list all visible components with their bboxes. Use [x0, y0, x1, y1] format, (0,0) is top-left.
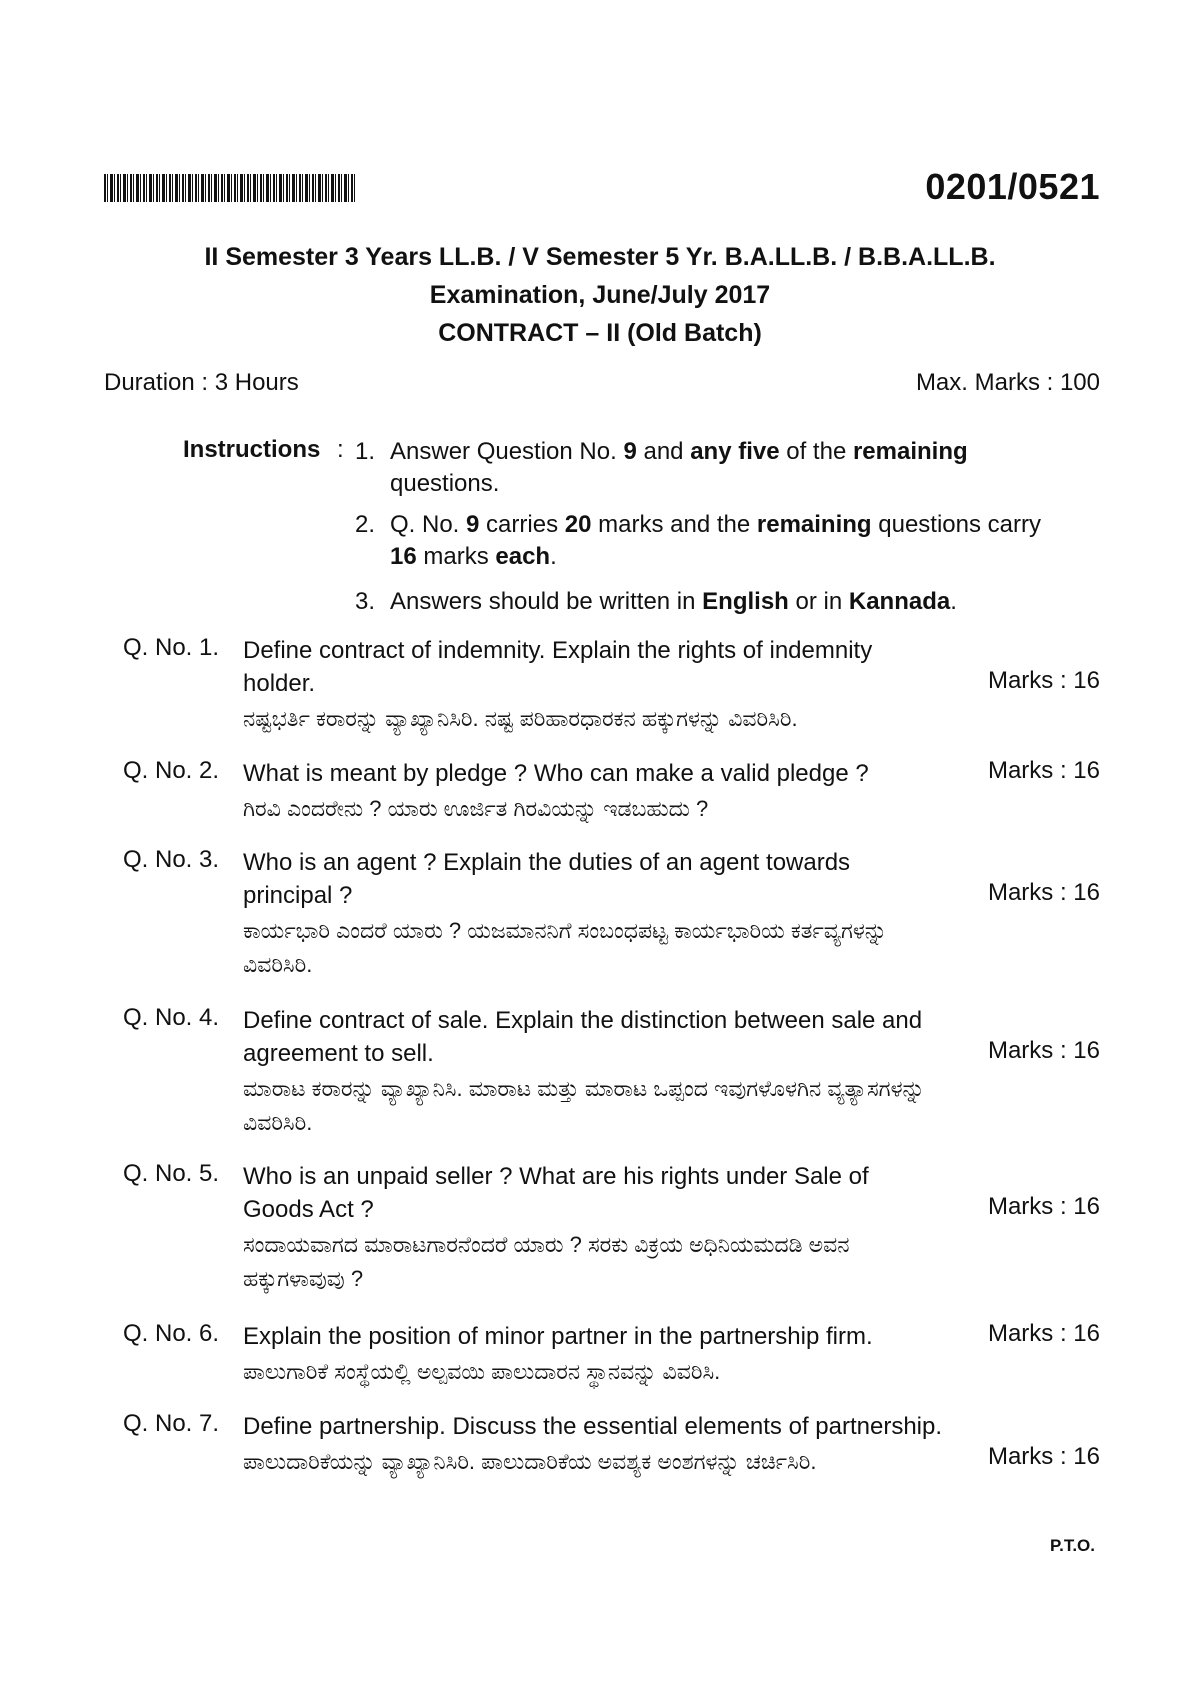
question-marks: Marks : 16 [987, 667, 1100, 694]
question-number: Q. No. 7. [123, 1410, 220, 1437]
question-kannada: ಸಂದಾಯವಾಗದ ಮಾರಾಟಗಾರನೆಂದರೆ ಯಾರು ? ಸರಕು ವಿಕ್ರಯ ಅಧಿನಿಯಮದಡಿ ಅವನ ಹಕ್ಕುಗಳಾವುವು ? [243, 1232, 850, 1291]
question-english: Define partnership. Discuss the essential elements of partnership. [243, 1413, 943, 1440]
question-kannada: ಪಾಲುದಾರಿಕೆಯನ್ನು ವ್ಯಾಖ್ಯಾನಿಸಿರಿ. ಪಾಲುದಾರಿಕೆಯ ಅವಶ್ಯಕ ಅಂಶಗಳನ್ನು ಚರ್ಚಿಸಿರಿ. [243, 1449, 817, 1474]
question-kannada: ಮಾರಾಟ ಕರಾರನ್ನು ವ್ಯಾಖ್ಯಾನಿಸಿ. ಮಾರಾಟ ಮತ್ತು ಮಾರಾಟ ಒಪ್ಪಂದ ಇವುಗಳೊಳಗಿನ ವ್ಯತ್ಯಾಸಗಳನ್ನು ವಿವರಿಸಿರಿ. [243, 1076, 925, 1135]
question-english: Define contract of indemnity. Explain the rights of indemnity holder. [243, 637, 873, 697]
question-marks: Marks : 16 [987, 1320, 1100, 1347]
paper-code: 0201/0521 [925, 166, 1100, 207]
max-marks: Max. Marks : 100 [915, 369, 1100, 396]
question-english: Who is an unpaid seller ? What are his rights under Sale of Goods Act ? [243, 1163, 869, 1223]
question-text [243, 757, 943, 826]
question-marks: Marks : 16 [987, 757, 1100, 784]
question-kannada: ಗಿರವಿ ಎಂದರೇನು ? ಯಾರು ಊರ್ಜಿತ ಗಿರವಿಯನ್ನು ಇಡಬಹುದು ? [243, 796, 709, 821]
exam-session: Examination, June/July 2017 [429, 281, 771, 309]
instruction-text: Q. No. 9 carries 20 marks and the remaining questions carry 16 marks each. [390, 511, 1041, 570]
question-text [243, 1004, 943, 1140]
course-title: II Semester 3 Years LL.B. / V Semester 5 Yr. B.A.LL.B. / B.B.A.LL.B. [204, 243, 996, 271]
instruction-number: 3. [355, 588, 376, 615]
question-text [243, 1160, 943, 1296]
instruction-number: 2. [355, 511, 376, 538]
question-marks: Marks : 16 [987, 1443, 1100, 1470]
question-number: Q. No. 6. [123, 1320, 220, 1347]
question-number: Q. No. 4. [123, 1004, 220, 1031]
question-kannada: ಪಾಲುಗಾರಿಕೆ ಸಂಸ್ಥೆಯಲ್ಲಿ ಅಲ್ಪವಯಿ ಪಾಲುದಾರನ ಸ್ಥಾನವನ್ನು ವಿವರಿಸಿ. [243, 1359, 721, 1384]
question-kannada: ಕಾರ್ಯಭಾರಿ ಎಂದರೆ ಯಾರು ? ಯಜಮಾನನಿಗೆ ಸಂಬಂಧಪಟ್ಟ ಕಾರ್ಯಭಾರಿಯ ಕರ್ತವ್ಯಗಳನ್ನು ವಿವರಿಸಿರಿ. [243, 918, 887, 977]
pto-label: P.T.O. [1049, 1536, 1095, 1555]
question-marks: Marks : 16 [987, 879, 1100, 906]
question-marks: Marks : 16 [987, 1037, 1100, 1064]
question-text [243, 846, 943, 982]
instruction-text: Answers should be written in English or in Kannada. [390, 588, 957, 615]
question-english: What is meant by pledge ? Who can make a valid pledge ? [243, 760, 869, 787]
question-english: Who is an agent ? Explain the duties of an agent towards principal ? [243, 849, 851, 909]
question-number: Q. No. 1. [123, 634, 220, 661]
question-text [243, 634, 943, 736]
question-kannada: ನಷ್ಟಭರ್ತಿ ಕರಾರನ್ನು ವ್ಯಾಖ್ಯಾನಿಸಿರಿ. ನಷ್ಟ ಪರಿಹಾರಧಾರಕನ ಹಕ್ಕುಗಳನ್ನು ವಿವರಿಸಿರಿ. [243, 706, 798, 731]
question-marks: Marks : 16 [987, 1193, 1100, 1220]
question-number: Q. No. 2. [123, 757, 220, 784]
question-number: Q. No. 3. [123, 846, 220, 873]
question-english: Explain the position of minor partner in the partnership firm. [243, 1323, 873, 1350]
question-english: Define contract of sale. Explain the distinction between sale and agreement to sell. [243, 1007, 923, 1067]
instruction-number: 1. [355, 438, 376, 465]
duration: Duration : 3 Hours [104, 369, 299, 396]
instructions-colon: : [337, 436, 344, 463]
question-number: Q. No. 5. [123, 1160, 220, 1187]
subject-title: CONTRACT – II (Old Batch) [438, 319, 762, 347]
question-text [243, 1410, 943, 1479]
instruction-text: Answer Question No. 9 and any five of the remaining questions. [390, 438, 968, 497]
instructions-label: Instructions [183, 436, 321, 463]
barcode-icon [104, 174, 356, 202]
question-text [243, 1320, 943, 1389]
